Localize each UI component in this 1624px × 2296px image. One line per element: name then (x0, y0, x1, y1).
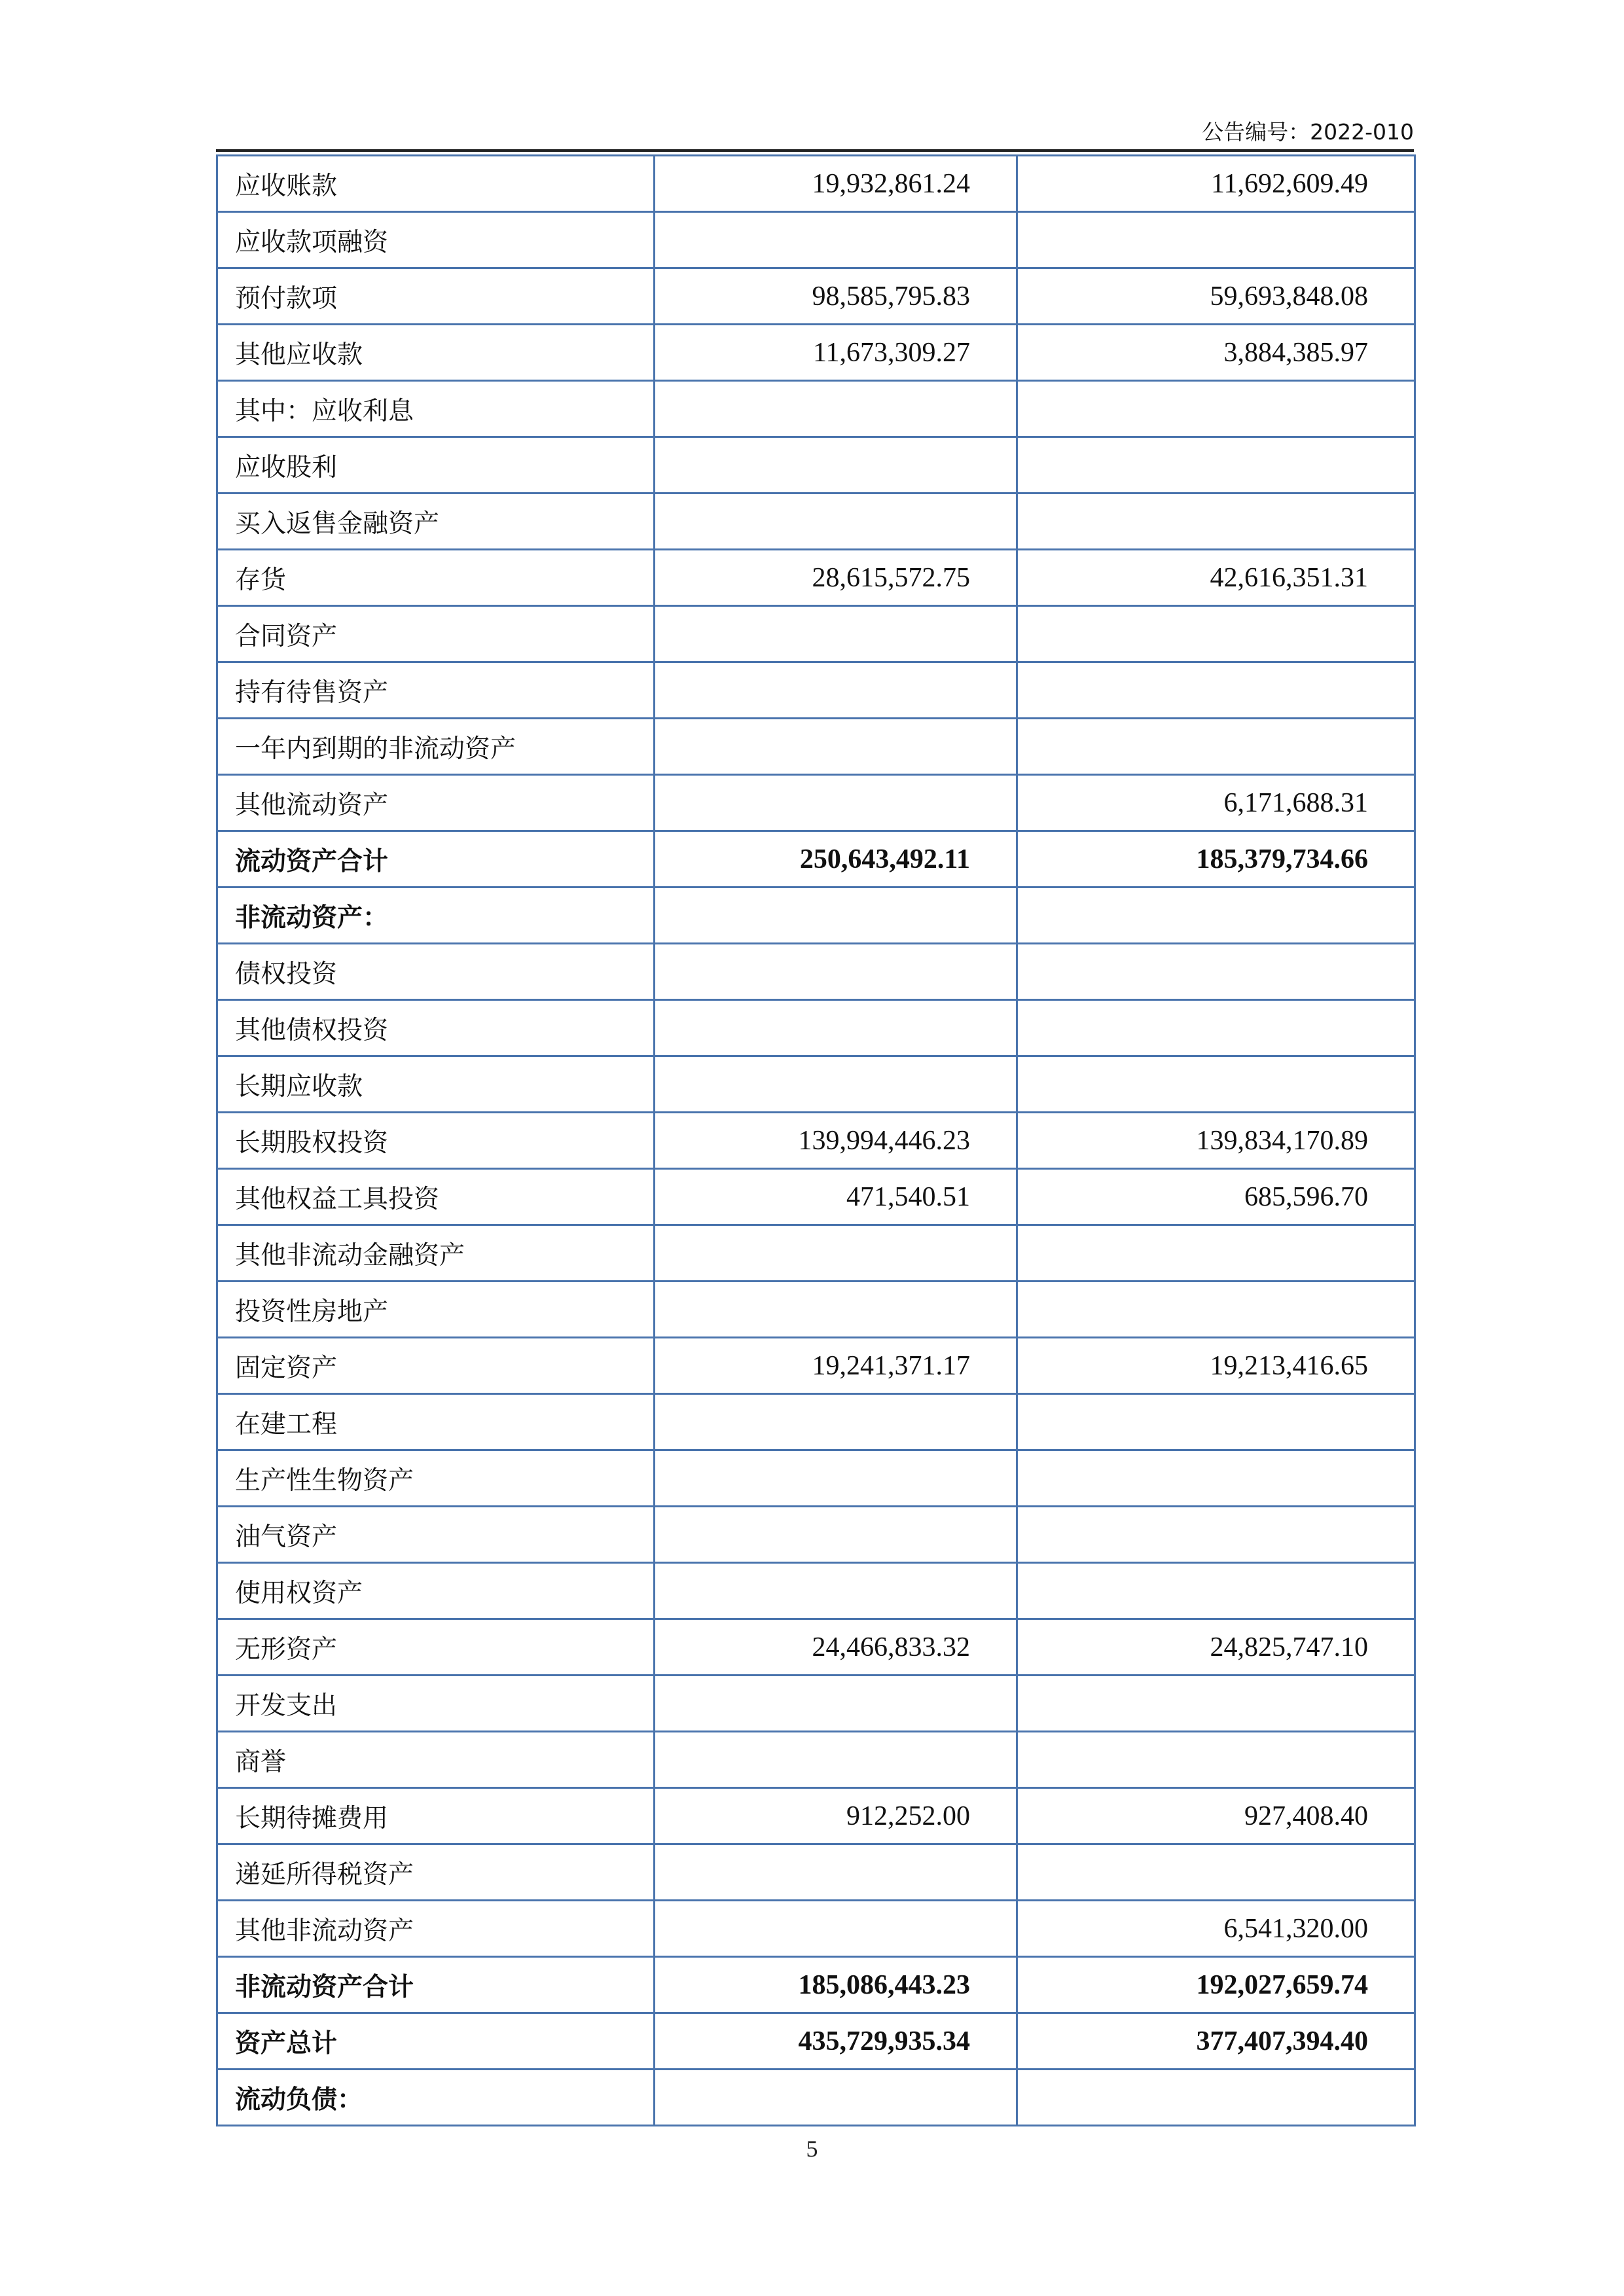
current-period-value: 912,252.00 (655, 1788, 1017, 1844)
previous-period-value: 3,884,385.97 (1017, 325, 1415, 381)
current-period-value (655, 1056, 1017, 1113)
previous-period-value (1017, 1676, 1415, 1732)
table-row (217, 1957, 1415, 2013)
balance-sheet-table (216, 154, 1416, 2126)
current-period-value (655, 775, 1017, 831)
previous-period-value (1017, 1563, 1415, 1619)
table-row (217, 550, 1415, 606)
row-label: 使用权资产 (217, 1563, 655, 1619)
previous-period-value (1017, 1732, 1415, 1788)
previous-period-value (1017, 888, 1415, 944)
table-row (217, 1056, 1415, 1113)
row-label: 其他权益工具投资 (217, 1169, 655, 1225)
previous-period-value: 139,834,170.89 (1017, 1113, 1415, 1169)
current-period-value: 19,241,371.17 (655, 1338, 1017, 1394)
table-row (217, 325, 1415, 381)
table-row (217, 1169, 1415, 1225)
table-row (217, 775, 1415, 831)
previous-period-value: 927,408.40 (1017, 1788, 1415, 1844)
current-period-value (655, 1563, 1017, 1619)
table-row (217, 1788, 1415, 1844)
previous-period-value (1017, 1394, 1415, 1450)
table-row (217, 1282, 1415, 1338)
previous-period-value: 192,027,659.74 (1017, 1957, 1415, 2013)
announcement-number: 公告编号：2022-010 (1202, 119, 1414, 145)
previous-period-value (1017, 1056, 1415, 1113)
row-label: 预付款项 (217, 268, 655, 325)
row-label: 在建工程 (217, 1394, 655, 1450)
current-period-value (655, 1507, 1017, 1563)
table-row (217, 268, 1415, 325)
previous-period-value: 42,616,351.31 (1017, 550, 1415, 606)
previous-period-value (1017, 1507, 1415, 1563)
previous-period-value (1017, 2070, 1415, 2126)
current-period-value: 19,932,861.24 (655, 156, 1017, 212)
row-label: 长期股权投资 (217, 1113, 655, 1169)
row-label: 应收股利 (217, 437, 655, 493)
table-row (217, 1507, 1415, 1563)
current-period-value (655, 606, 1017, 662)
current-period-value (655, 1000, 1017, 1056)
row-label: 生产性生物资产 (217, 1450, 655, 1507)
previous-period-value (1017, 381, 1415, 437)
current-period-value (655, 1732, 1017, 1788)
previous-period-value (1017, 1844, 1415, 1901)
current-period-value: 185,086,443.23 (655, 1957, 1017, 2013)
table-row (217, 156, 1415, 212)
previous-period-value (1017, 662, 1415, 719)
row-label: 商誉 (217, 1732, 655, 1788)
table-row (217, 1732, 1415, 1788)
current-period-value: 11,673,309.27 (655, 325, 1017, 381)
row-label: 应收账款 (217, 156, 655, 212)
table-row (217, 1394, 1415, 1450)
row-label: 其他非流动资产 (217, 1901, 655, 1957)
row-label: 存货 (217, 550, 655, 606)
table-row (217, 2013, 1415, 2070)
current-period-value: 250,643,492.11 (655, 831, 1017, 888)
previous-period-value (1017, 944, 1415, 1000)
table-row (217, 1844, 1415, 1901)
balance-sheet-body (217, 156, 1415, 2126)
table-row (217, 606, 1415, 662)
row-label: 买入返售金融资产 (217, 493, 655, 550)
page-number: 5 (806, 2136, 818, 2162)
current-period-value (655, 1394, 1017, 1450)
table-row (217, 662, 1415, 719)
previous-period-value (1017, 437, 1415, 493)
row-label: 资产总计 (217, 2013, 655, 2070)
table-row (217, 1225, 1415, 1282)
current-period-value: 24,466,833.32 (655, 1619, 1017, 1676)
row-label: 其中：应收利息 (217, 381, 655, 437)
previous-period-value (1017, 1000, 1415, 1056)
table-row (217, 493, 1415, 550)
current-period-value (655, 381, 1017, 437)
header-rule (216, 149, 1414, 152)
current-period-value (655, 719, 1017, 775)
table-row (217, 1619, 1415, 1676)
row-label: 递延所得税资产 (217, 1844, 655, 1901)
row-label: 长期待摊费用 (217, 1788, 655, 1844)
previous-period-value: 59,693,848.08 (1017, 268, 1415, 325)
row-label: 非流动资产： (217, 888, 655, 944)
previous-period-value: 185,379,734.66 (1017, 831, 1415, 888)
row-label: 其他债权投资 (217, 1000, 655, 1056)
row-label: 长期应收款 (217, 1056, 655, 1113)
table-row (217, 1338, 1415, 1394)
current-period-value (655, 212, 1017, 268)
current-period-value: 28,615,572.75 (655, 550, 1017, 606)
previous-period-value: 6,171,688.31 (1017, 775, 1415, 831)
table-row (217, 1450, 1415, 1507)
row-label: 其他非流动金融资产 (217, 1225, 655, 1282)
current-period-value: 98,585,795.83 (655, 268, 1017, 325)
current-period-value (655, 437, 1017, 493)
table-row (217, 212, 1415, 268)
current-period-value: 139,994,446.23 (655, 1113, 1017, 1169)
row-label: 流动负债： (217, 2070, 655, 2126)
current-period-value (655, 1901, 1017, 1957)
current-period-value (655, 1844, 1017, 1901)
current-period-value (655, 1282, 1017, 1338)
row-label: 应收款项融资 (217, 212, 655, 268)
previous-period-value (1017, 719, 1415, 775)
previous-period-value (1017, 1450, 1415, 1507)
table-row (217, 1901, 1415, 1957)
previous-period-value: 6,541,320.00 (1017, 1901, 1415, 1957)
current-period-value (655, 944, 1017, 1000)
current-period-value (655, 493, 1017, 550)
table-row (217, 1113, 1415, 1169)
row-label: 流动资产合计 (217, 831, 655, 888)
table-row (217, 944, 1415, 1000)
table-row (217, 831, 1415, 888)
previous-period-value (1017, 1225, 1415, 1282)
current-period-value: 471,540.51 (655, 1169, 1017, 1225)
table-row (217, 1000, 1415, 1056)
row-label: 投资性房地产 (217, 1282, 655, 1338)
row-label: 油气资产 (217, 1507, 655, 1563)
row-label: 其他流动资产 (217, 775, 655, 831)
table-row (217, 437, 1415, 493)
table-row (217, 719, 1415, 775)
table-row (217, 1563, 1415, 1619)
table-row (217, 381, 1415, 437)
previous-period-value: 11,692,609.49 (1017, 156, 1415, 212)
row-label: 其他应收款 (217, 325, 655, 381)
current-period-value (655, 662, 1017, 719)
row-label: 开发支出 (217, 1676, 655, 1732)
current-period-value (655, 1225, 1017, 1282)
row-label: 无形资产 (217, 1619, 655, 1676)
previous-period-value (1017, 606, 1415, 662)
row-label: 持有待售资产 (217, 662, 655, 719)
previous-period-value: 685,596.70 (1017, 1169, 1415, 1225)
row-label: 合同资产 (217, 606, 655, 662)
current-period-value (655, 1450, 1017, 1507)
previous-period-value (1017, 1282, 1415, 1338)
previous-period-value: 19,213,416.65 (1017, 1338, 1415, 1394)
previous-period-value (1017, 212, 1415, 268)
table-row (217, 2070, 1415, 2126)
row-label: 一年内到期的非流动资产 (217, 719, 655, 775)
previous-period-value: 377,407,394.40 (1017, 2013, 1415, 2070)
table-row (217, 1676, 1415, 1732)
previous-period-value (1017, 493, 1415, 550)
current-period-value (655, 1676, 1017, 1732)
previous-period-value: 24,825,747.10 (1017, 1619, 1415, 1676)
current-period-value (655, 888, 1017, 944)
current-period-value: 435,729,935.34 (655, 2013, 1017, 2070)
current-period-value (655, 2070, 1017, 2126)
row-label: 固定资产 (217, 1338, 655, 1394)
row-label: 非流动资产合计 (217, 1957, 655, 2013)
table-row (217, 888, 1415, 944)
row-label: 债权投资 (217, 944, 655, 1000)
